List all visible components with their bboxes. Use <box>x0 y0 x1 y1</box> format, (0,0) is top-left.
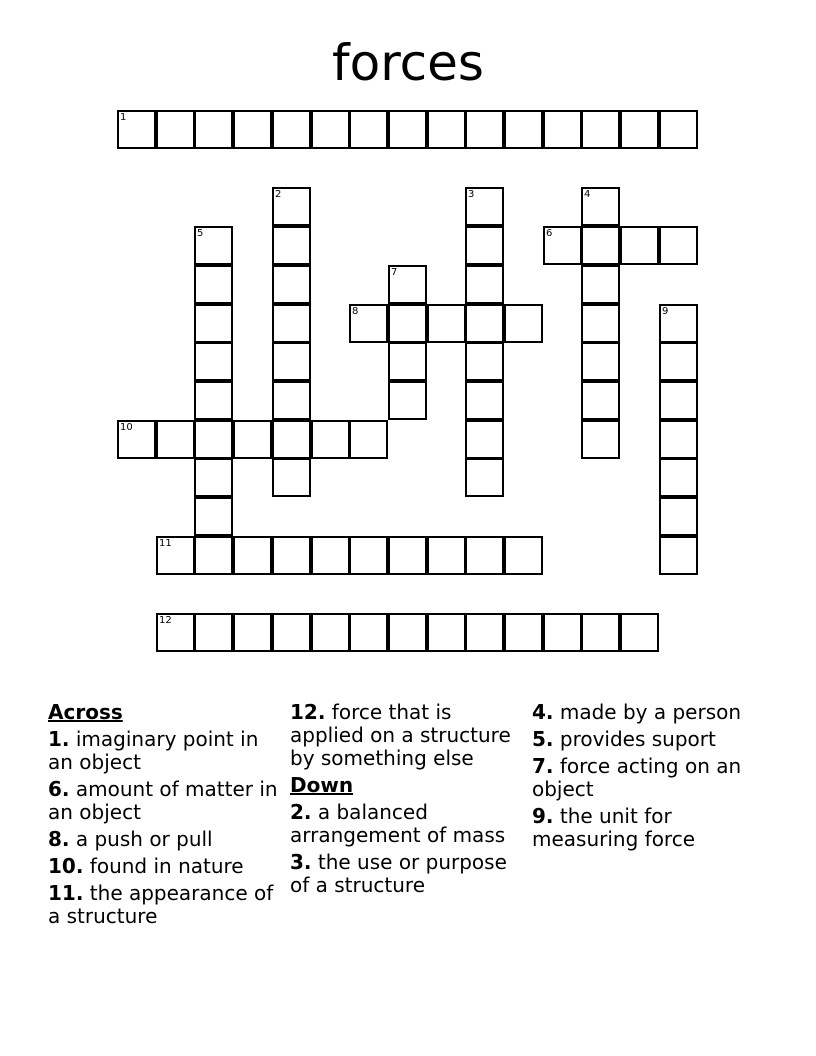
clue-number-label: 10 <box>120 422 133 433</box>
grid-cell[interactable] <box>504 304 543 343</box>
clue-across-12 <box>290 701 526 770</box>
clue-text: found in nature <box>89 854 244 878</box>
clue-number: 1. <box>48 727 70 751</box>
clue-text: the unit for measuring force <box>532 804 696 851</box>
grid-cell-12[interactable] <box>156 613 195 652</box>
grid-cell[interactable] <box>272 381 311 420</box>
grid-cell[interactable] <box>620 613 659 652</box>
grid-cell[interactable] <box>194 613 233 652</box>
grid-cell[interactable] <box>388 613 427 652</box>
clue-down-9 <box>532 805 768 851</box>
grid-cell[interactable] <box>388 342 427 381</box>
grid-cell[interactable] <box>581 381 620 420</box>
clue-column-3 <box>532 701 768 855</box>
grid-cell[interactable] <box>581 420 620 459</box>
clue-text: the appearance of a structure <box>48 881 274 928</box>
grid-cell[interactable] <box>349 110 388 149</box>
clue-number-label: 12 <box>159 615 172 626</box>
clue-number: 9. <box>532 804 554 828</box>
grid-cell[interactable] <box>272 110 311 149</box>
grid-cell-7[interactable] <box>388 265 427 304</box>
grid-cell[interactable] <box>465 613 504 652</box>
grid-cell[interactable] <box>272 420 311 459</box>
grid-cell[interactable] <box>465 110 504 149</box>
grid-cell[interactable] <box>465 420 504 459</box>
grid-cell-1[interactable] <box>117 110 156 149</box>
clue-text: made by a person <box>559 700 742 724</box>
grid-cell[interactable] <box>272 536 311 575</box>
grid-cell[interactable] <box>659 110 698 149</box>
grid-cell[interactable] <box>194 110 233 149</box>
clue-column-1 <box>48 701 284 932</box>
grid-cell-8[interactable] <box>349 304 388 343</box>
grid-cell[interactable] <box>581 342 620 381</box>
clue-text: the use or purpose of a structure <box>290 850 507 897</box>
clue-number: 12. <box>290 700 326 724</box>
grid-cell[interactable] <box>620 226 659 265</box>
grid-cell[interactable] <box>427 304 466 343</box>
clue-number-label: 11 <box>159 538 172 549</box>
grid-cell[interactable] <box>349 536 388 575</box>
grid-cell[interactable] <box>272 226 311 265</box>
grid-cell[interactable] <box>233 420 272 459</box>
grid-cell[interactable] <box>311 420 350 459</box>
grid-cell[interactable] <box>156 420 195 459</box>
clue-text: force acting on an object <box>532 754 742 801</box>
grid-cell[interactable] <box>581 110 620 149</box>
grid-cell[interactable] <box>581 613 620 652</box>
clue-text: a balanced arrangement of mass <box>290 800 506 847</box>
grid-cell[interactable] <box>659 458 698 497</box>
grid-cell[interactable] <box>543 613 582 652</box>
clue-number-label: 5 <box>197 228 204 239</box>
grid-cell[interactable] <box>194 458 233 497</box>
grid-cell[interactable] <box>427 536 466 575</box>
clue-number-label: 4 <box>584 189 591 200</box>
grid-cell[interactable] <box>272 613 311 652</box>
grid-cell[interactable] <box>465 536 504 575</box>
grid-cell[interactable] <box>311 110 350 149</box>
clue-down-5 <box>532 728 768 751</box>
grid-cell[interactable] <box>427 613 466 652</box>
grid-cell[interactable] <box>465 226 504 265</box>
grid-cell[interactable] <box>349 420 388 459</box>
grid-cell[interactable] <box>504 536 543 575</box>
grid-cell[interactable] <box>349 613 388 652</box>
clue-number: 2. <box>290 800 312 824</box>
clue-number-label: 6 <box>546 228 553 239</box>
grid-cell[interactable] <box>194 265 233 304</box>
grid-cell[interactable] <box>581 304 620 343</box>
clue-column-2 <box>290 701 526 901</box>
grid-cell-4[interactable] <box>581 187 620 226</box>
grid-cell[interactable] <box>427 110 466 149</box>
grid-cell[interactable] <box>659 226 698 265</box>
clue-number-label: 1 <box>120 112 127 123</box>
grid-cell-11[interactable] <box>156 536 195 575</box>
grid-cell[interactable] <box>156 110 195 149</box>
clue-number: 4. <box>532 700 554 724</box>
grid-cell[interactable] <box>194 304 233 343</box>
clue-text: force that is applied on a structure by something else <box>290 700 511 770</box>
clue-down-7 <box>532 755 768 801</box>
grid-cell-5[interactable] <box>194 226 233 265</box>
clue-number: 8. <box>48 827 70 851</box>
grid-cell-3[interactable] <box>465 187 504 226</box>
grid-cell[interactable] <box>233 536 272 575</box>
grid-cell[interactable] <box>465 265 504 304</box>
grid-cell-6[interactable] <box>543 226 582 265</box>
clue-number: 5. <box>532 727 554 751</box>
clue-text: a push or pull <box>75 827 213 851</box>
grid-cell[interactable] <box>504 110 543 149</box>
clue-number-label: 8 <box>352 306 359 317</box>
clue-across-11 <box>48 882 284 928</box>
grid-cell[interactable] <box>388 304 427 343</box>
grid-cell[interactable] <box>194 497 233 536</box>
grid-cell[interactable] <box>272 458 311 497</box>
grid-cell[interactable] <box>465 342 504 381</box>
grid-cell-9[interactable] <box>659 304 698 343</box>
clue-number-label: 2 <box>275 189 282 200</box>
grid-cell[interactable] <box>581 226 620 265</box>
puzzle-title: forces <box>332 34 484 92</box>
clue-across-6 <box>48 778 284 824</box>
grid-cell[interactable] <box>465 458 504 497</box>
clue-down-4 <box>532 701 768 724</box>
grid-cell[interactable] <box>388 381 427 420</box>
clue-text: amount of matter in an object <box>48 777 278 824</box>
grid-cell[interactable] <box>659 342 698 381</box>
clue-across-10 <box>48 855 284 878</box>
clue-text: provides suport <box>559 727 716 751</box>
clue-across-1 <box>48 728 284 774</box>
grid-cell[interactable] <box>659 381 698 420</box>
grid-cell[interactable] <box>194 381 233 420</box>
grid-cell[interactable] <box>543 110 582 149</box>
grid-cell-10[interactable] <box>117 420 156 459</box>
grid-cell[interactable] <box>194 536 233 575</box>
grid-cell[interactable] <box>465 381 504 420</box>
across-heading: Across <box>48 700 123 724</box>
grid-cell[interactable] <box>581 265 620 304</box>
clue-number: 11. <box>48 881 84 905</box>
grid-cell[interactable] <box>311 613 350 652</box>
grid-cell[interactable] <box>659 536 698 575</box>
grid-cell[interactable] <box>272 342 311 381</box>
clue-number: 3. <box>290 850 312 874</box>
clue-number-label: 3 <box>468 189 475 200</box>
grid-cell[interactable] <box>272 265 311 304</box>
grid-cell[interactable] <box>659 497 698 536</box>
grid-cell[interactable] <box>233 613 272 652</box>
grid-cell[interactable] <box>388 536 427 575</box>
grid-cell[interactable] <box>194 420 233 459</box>
down-heading: Down <box>290 773 354 797</box>
clue-number-label: 9 <box>662 306 669 317</box>
clue-number-label: 7 <box>391 267 398 278</box>
clue-across-8 <box>48 828 284 851</box>
clue-down-3 <box>290 851 526 897</box>
grid-cell[interactable] <box>504 613 543 652</box>
grid-cell[interactable] <box>620 110 659 149</box>
grid-cell[interactable] <box>311 536 350 575</box>
grid-cell-2[interactable] <box>272 187 311 226</box>
grid-cell[interactable] <box>388 110 427 149</box>
grid-cell[interactable] <box>194 342 233 381</box>
clue-number: 6. <box>48 777 70 801</box>
clue-number: 7. <box>532 754 554 778</box>
clue-down-2 <box>290 801 526 847</box>
clue-text: imaginary point in an object <box>48 727 259 774</box>
grid-cell[interactable] <box>465 304 504 343</box>
clue-number: 10. <box>48 854 84 878</box>
grid-cell[interactable] <box>659 420 698 459</box>
grid-cell[interactable] <box>233 110 272 149</box>
grid-cell[interactable] <box>272 304 311 343</box>
